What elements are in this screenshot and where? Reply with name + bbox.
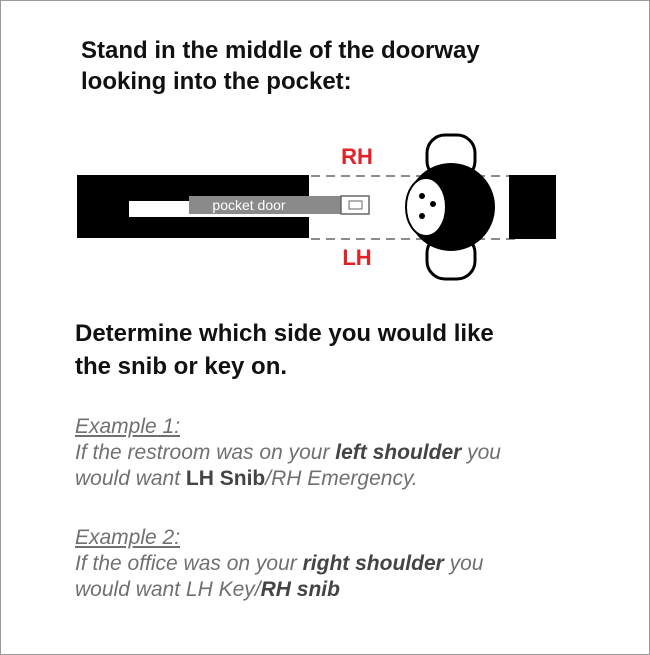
lh-label: LH bbox=[342, 245, 372, 270]
example-1-line-1 bbox=[75, 440, 635, 466]
example-2 bbox=[75, 525, 635, 603]
example-1-text-c: you bbox=[461, 441, 501, 464]
example-2-text-c: you bbox=[443, 552, 484, 575]
example-2-right-shoulder: right shoulder bbox=[302, 552, 444, 575]
pocket-door-label: pocket door bbox=[212, 197, 286, 213]
example-1 bbox=[75, 414, 635, 492]
snib-dot-2 bbox=[430, 201, 436, 207]
example-2-line-2 bbox=[75, 577, 635, 603]
doorway-diagram bbox=[1, 121, 650, 291]
snib-face bbox=[406, 178, 446, 236]
example-1-text-a: If the restroom was on your bbox=[75, 441, 336, 464]
heading bbox=[81, 35, 621, 97]
example-2-line-1 bbox=[75, 551, 635, 577]
instruction-line-1: Determine which side you would like bbox=[75, 320, 494, 347]
example-1-line-2 bbox=[75, 466, 635, 492]
example-1-lh-snib: LH Snib bbox=[185, 467, 266, 490]
example-2-would-want: would want LH Key/ bbox=[75, 578, 261, 601]
example-2-rh-snib: RH snib bbox=[260, 578, 340, 601]
snib-dot-1 bbox=[419, 193, 425, 199]
rh-label: RH bbox=[341, 144, 373, 169]
example-1-title: Example 1: bbox=[75, 415, 181, 438]
example-1-rh-emergency: /RH Emergency. bbox=[265, 467, 418, 490]
edge-pull-inner bbox=[349, 201, 362, 209]
heading-line-1: Stand in the middle of the doorway bbox=[81, 37, 480, 64]
snib-dot-3 bbox=[419, 213, 425, 219]
heading-line-2: looking into the pocket: bbox=[81, 68, 352, 95]
right-jamb bbox=[509, 175, 556, 239]
example-2-text-a: If the office was on your bbox=[75, 552, 303, 575]
example-1-left-shoulder: left shoulder bbox=[335, 441, 462, 464]
instruction-line-2: the snib or key on. bbox=[75, 353, 288, 380]
example-2-title: Example 2: bbox=[75, 526, 181, 549]
instruction-heading bbox=[75, 317, 635, 383]
example-1-would-want: would want bbox=[75, 467, 186, 490]
